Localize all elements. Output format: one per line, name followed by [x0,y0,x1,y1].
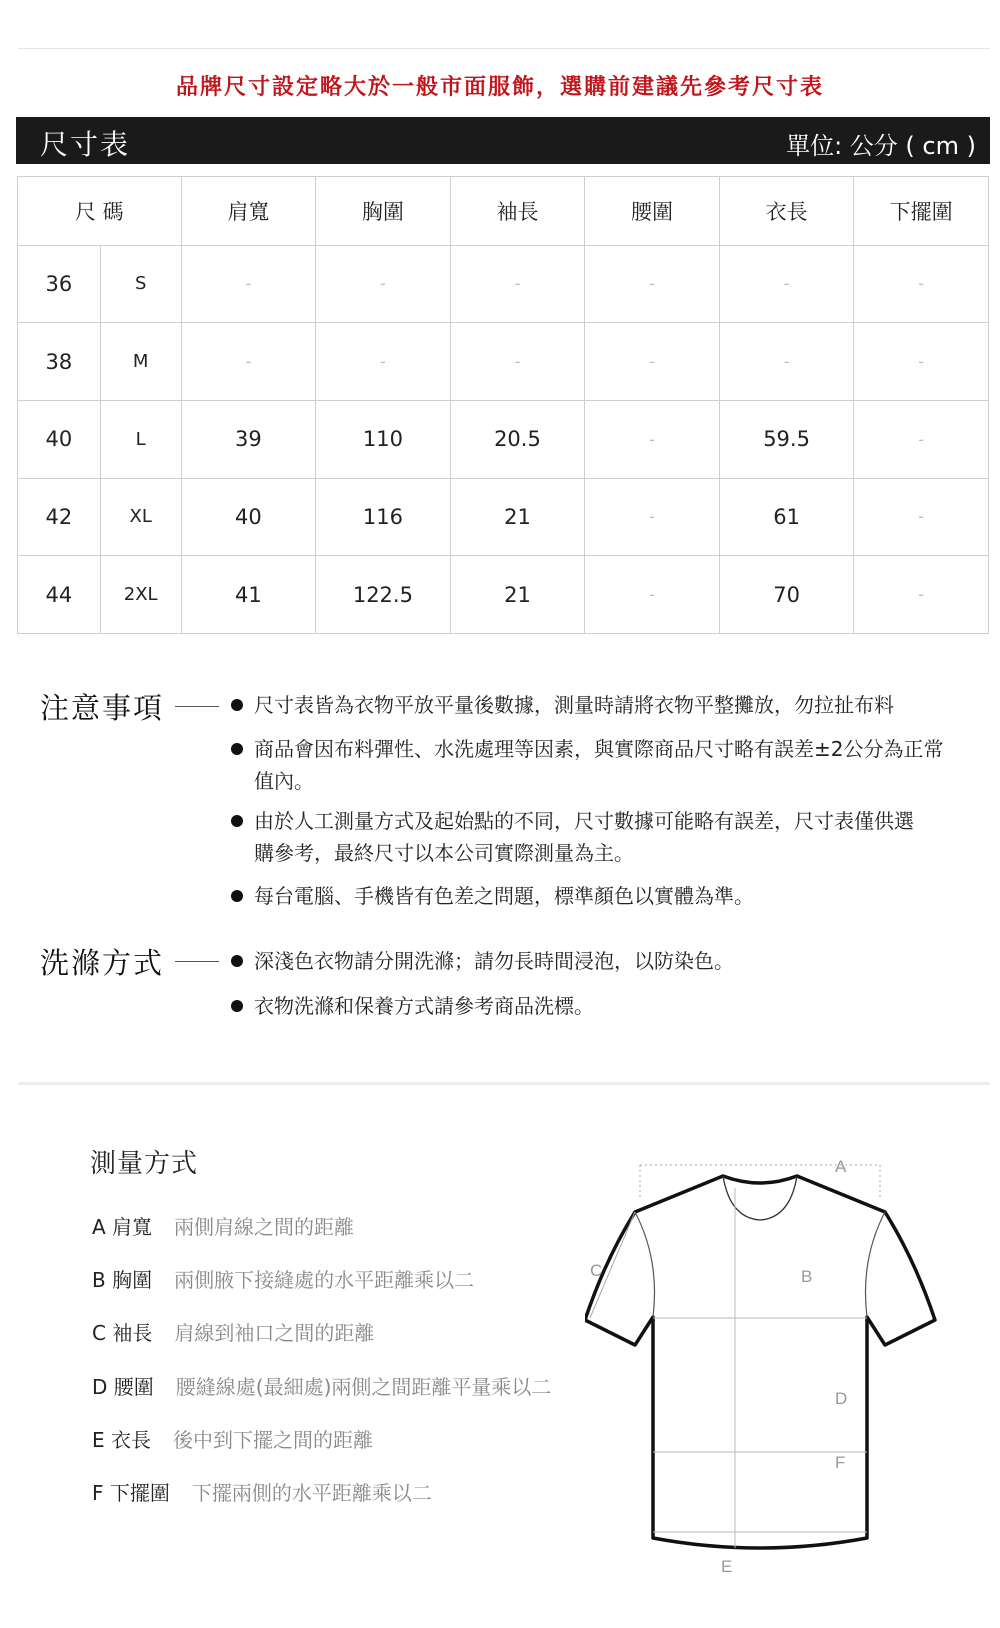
length-value: 70 [719,556,854,634]
table-row [18,400,989,478]
hem-value: - [854,556,989,634]
note-item: 商品會因布料彈性、水洗處理等因素，與實際商品尺寸略有誤差±2公分為正常值內。 [254,737,944,793]
armhole-seam-left [635,1212,655,1317]
hem-value: - [854,245,989,323]
washing-title: 洗滌方式 [40,946,165,980]
size-chart-title: 尺寸表 [40,128,131,161]
header-chest: 胸圍 [316,177,451,246]
chest-value: - [316,245,451,323]
bullet-icon [231,815,243,827]
size-label: XL [100,478,181,556]
measurement-title: 測量方式 [90,1149,199,1179]
armhole-seam-right [865,1212,885,1317]
measure-desc: 兩側腋下接縫處的水平距離乘以二 [174,1268,475,1292]
measure-key: D 腰圍 [92,1375,154,1399]
sleeve-value: 21 [450,478,585,556]
tshirt-outline [585,1176,935,1548]
measure-desc: 腰縫線處(最細處)兩側之間距離平量乘以二 [175,1375,552,1399]
length-value: 61 [719,478,854,556]
table-row [18,245,989,323]
size-number: 44 [18,556,101,634]
washing-item: 深淺色衣物請分開洗滌；請勿長時間浸泡，以防染色。 [254,949,734,973]
bullet-icon [231,1000,243,1012]
table-header-row [18,177,989,246]
header-length: 衣長 [719,177,854,246]
label-c: C [590,1261,603,1280]
measure-key: E 衣長 [92,1428,151,1452]
washing-title-line [175,961,219,962]
header-waist: 腰圍 [585,177,720,246]
measure-desc: 兩側肩線之間的距離 [174,1215,355,1239]
size-label: 2XL [100,556,181,634]
top-divider [18,48,990,49]
size-label: M [100,323,181,401]
waist-value: - [585,478,720,556]
measure-key: C 袖長 [92,1321,153,1345]
washing-item: 衣物洗滌和保養方式請參考商品洗標。 [254,994,594,1018]
bullet-icon [231,890,243,902]
measure-key: F 下擺圍 [92,1481,170,1505]
waist-value: - [585,400,720,478]
size-label: L [100,400,181,478]
sleeve-value: 20.5 [450,400,585,478]
size-number: 38 [18,323,101,401]
table-row [18,478,989,556]
measure-item [92,1211,354,1240]
sleeve-value: - [450,323,585,401]
size-notice: 品牌尺寸設定略大於一般市面服飾，選購前建議先參考尺寸表 [175,75,824,100]
sleeve-value: - [450,245,585,323]
chest-value: 122.5 [316,556,451,634]
measure-item [92,1424,373,1453]
measure-item [92,1264,474,1293]
label-b: B [801,1267,813,1286]
shoulder-value: - [181,245,316,323]
note-item: 由於人工測量方式及起始點的不同，尺寸數據可能略有誤差，尺寸表僅供選購參考，最終尺寸以本公司實際測量為主。 [254,809,914,865]
label-f: F [835,1453,846,1472]
chest-value: 116 [316,478,451,556]
bullet-icon [231,699,243,711]
header-hem: 下擺圍 [854,177,989,246]
hem-value: - [854,478,989,556]
header-size: 尺 碼 [18,177,182,246]
size-number: 36 [18,245,101,323]
bullet-icon [231,955,243,967]
chest-value: 110 [316,400,451,478]
size-number: 42 [18,478,101,556]
waist-value: - [585,245,720,323]
size-number: 40 [18,400,101,478]
measure-item [92,1317,374,1346]
measure-item [92,1371,551,1400]
waist-value: - [585,323,720,401]
waist-value: - [585,556,720,634]
measure-key: B 胸圍 [92,1268,153,1292]
length-value: - [719,245,854,323]
hem-value: - [854,400,989,478]
header-shoulder: 肩寬 [181,177,316,246]
note-item: 每台電腦、手機皆有色差之問題，標準顏色以實體為準。 [254,884,754,908]
notes-title-line [175,706,219,707]
label-d: D [835,1389,848,1408]
bullet-icon [231,743,243,755]
chest-value: - [316,323,451,401]
label-a: A [835,1157,847,1176]
section-divider [18,1082,990,1085]
tshirt-measurement-diagram [585,1140,960,1580]
unit-label: 單位: 公分 ( cm ) [786,132,976,160]
notes-title: 注意事項 [40,691,165,725]
table-row [18,323,989,401]
size-chart-header-bar [16,117,990,164]
measure-desc: 肩線到袖口之間的距離 [174,1321,375,1345]
hem-value: - [854,323,989,401]
shoulder-value: 39 [181,400,316,478]
length-value: - [719,323,854,401]
shoulder-value: 41 [181,556,316,634]
length-value: 59.5 [719,400,854,478]
shoulder-value: - [181,323,316,401]
sleeve-value: 21 [450,556,585,634]
measure-desc: 下擺兩側的水平距離乘以二 [191,1481,432,1505]
measure-key: A 肩寬 [92,1215,153,1239]
note-item: 尺寸表皆為衣物平放平量後數據，測量時請將衣物平整攤放，勿拉扯布料 [254,693,894,717]
header-sleeve: 袖長 [450,177,585,246]
size-label: S [100,245,181,323]
size-table [17,176,989,634]
shoulder-value: 40 [181,478,316,556]
measure-desc: 後中到下擺之間的距離 [173,1428,373,1452]
table-row [18,556,989,634]
measure-item [92,1477,432,1506]
label-e: E [721,1557,733,1576]
